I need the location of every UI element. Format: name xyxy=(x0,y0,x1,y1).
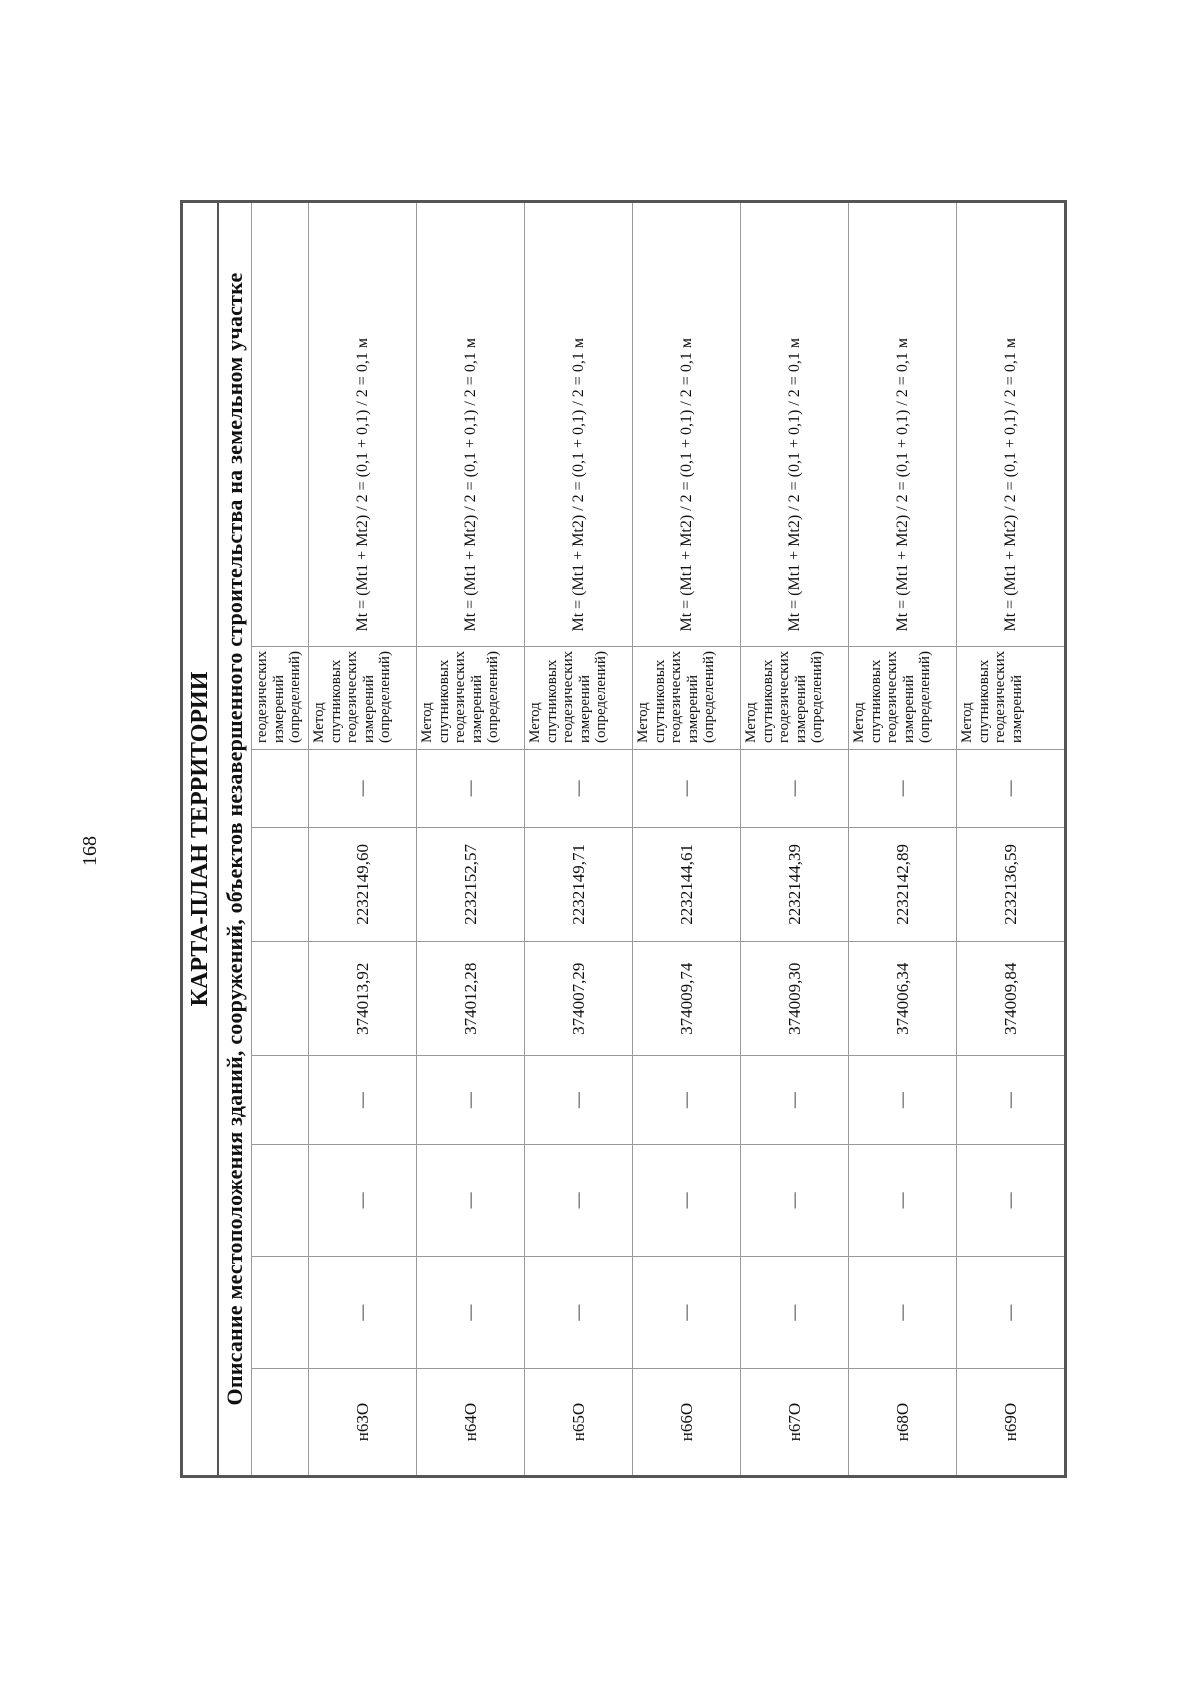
table-row xyxy=(741,202,849,1477)
dash-cell: — xyxy=(417,1144,525,1256)
dash-cell: — xyxy=(957,1144,1066,1256)
table-row xyxy=(633,202,741,1477)
dash-cell: — xyxy=(525,1144,633,1256)
dash-cell: — xyxy=(417,750,525,828)
point-cell: н67О xyxy=(741,1369,849,1477)
dash-cell: — xyxy=(309,750,417,828)
dash-cell: — xyxy=(741,1144,849,1256)
rotated-page xyxy=(180,200,1032,1478)
dash-cell: — xyxy=(849,1256,957,1368)
x-coordinate-cell: 374013,92 xyxy=(309,942,417,1056)
table-cell xyxy=(252,1369,309,1477)
y-coordinate-cell: 2232142,89 xyxy=(849,827,957,941)
continuation-row xyxy=(252,202,309,1477)
table-cell xyxy=(252,750,309,828)
point-cell: н68О xyxy=(849,1369,957,1477)
dash-cell: — xyxy=(849,1056,957,1144)
dash-cell: — xyxy=(741,750,849,828)
dash-cell: — xyxy=(525,1256,633,1368)
table-cell xyxy=(252,827,309,941)
point-cell: н63О xyxy=(309,1369,417,1477)
dash-cell: — xyxy=(741,1256,849,1368)
method-cell: геодезических измерений (определений) xyxy=(252,646,309,750)
x-coordinate-cell: 374009,74 xyxy=(633,942,741,1056)
table-cell xyxy=(252,942,309,1056)
dash-cell: — xyxy=(957,1256,1066,1368)
x-coordinate-cell: 374012,28 xyxy=(417,942,525,1056)
table-cell xyxy=(252,1144,309,1256)
point-cell: н65О xyxy=(525,1369,633,1477)
y-coordinate-cell: 2232149,60 xyxy=(309,827,417,941)
table-row xyxy=(849,202,957,1477)
method-cell: Метод спутниковых геодезических измерений (определений) xyxy=(849,646,957,750)
method-cell: Метод спутниковых геодезических измерений (определений) xyxy=(633,646,741,750)
accuracy-formula-cell: Mt = (Mt1 + Mt2) / 2 = (0,1 + 0,1) / 2 = 0,1 м xyxy=(525,202,633,647)
method-cell: Метод спутниковых геодезических измерений (определений) xyxy=(525,646,633,750)
table-row xyxy=(309,202,417,1477)
dash-cell: — xyxy=(957,1056,1066,1144)
x-coordinate-cell: 374006,34 xyxy=(849,942,957,1056)
dash-cell: — xyxy=(309,1256,417,1368)
dash-cell: — xyxy=(957,750,1066,828)
dash-cell: — xyxy=(417,1056,525,1144)
dash-cell: — xyxy=(849,750,957,828)
dash-cell: — xyxy=(633,1256,741,1368)
table-cell xyxy=(252,202,309,647)
page-number: 168 xyxy=(79,836,101,866)
coordinates-table xyxy=(180,200,1067,1478)
document-subtitle: Описание местоположения зданий, сооружений, объектов незавершенного строительства на земельном участке xyxy=(218,202,252,1477)
accuracy-formula-cell: Mt = (Mt1 + Mt2) / 2 = (0,1 + 0,1) / 2 = 0,1 м xyxy=(309,202,417,647)
accuracy-formula-cell: Mt = (Mt1 + Mt2) / 2 = (0,1 + 0,1) / 2 = 0,1 м xyxy=(633,202,741,647)
method-cell: Метод спутниковых геодезических измерений (определений) xyxy=(417,646,525,750)
dash-cell: — xyxy=(525,1056,633,1144)
subtitle-row xyxy=(218,202,252,1477)
point-cell: н69О xyxy=(957,1369,1066,1477)
point-cell: н64О xyxy=(417,1369,525,1477)
accuracy-formula-cell: Mt = (Mt1 + Mt2) / 2 = (0,1 + 0,1) / 2 = 0,1 м xyxy=(849,202,957,647)
point-cell: н66О xyxy=(633,1369,741,1477)
method-cell: Метод спутниковых геодезических измерений (определений) xyxy=(309,646,417,750)
dash-cell: — xyxy=(309,1144,417,1256)
dash-cell: — xyxy=(309,1056,417,1144)
dash-cell: — xyxy=(633,1056,741,1144)
x-coordinate-cell: 374009,84 xyxy=(957,942,1066,1056)
accuracy-formula-cell: Mt = (Mt1 + Mt2) / 2 = (0,1 + 0,1) / 2 = 0,1 м xyxy=(741,202,849,647)
y-coordinate-cell: 2232144,61 xyxy=(633,827,741,941)
x-coordinate-cell: 374009,30 xyxy=(741,942,849,1056)
method-cell: Метод спутниковых геодезических измерений (определений) xyxy=(741,646,849,750)
dash-cell: — xyxy=(741,1056,849,1144)
method-cell: Метод спутниковых геодезических измерений xyxy=(957,646,1066,750)
dash-cell: — xyxy=(633,750,741,828)
accuracy-formula-cell: Mt = (Mt1 + Mt2) / 2 = (0,1 + 0,1) / 2 = 0,1 м xyxy=(417,202,525,647)
y-coordinate-cell: 2232144,39 xyxy=(741,827,849,941)
table-row xyxy=(525,202,633,1477)
y-coordinate-cell: 2232152,57 xyxy=(417,827,525,941)
accuracy-formula-cell: Mt = (Mt1 + Mt2) / 2 = (0,1 + 0,1) / 2 = 0,1 м xyxy=(957,202,1066,647)
table-cell xyxy=(252,1256,309,1368)
dash-cell: — xyxy=(849,1144,957,1256)
dash-cell: — xyxy=(417,1256,525,1368)
y-coordinate-cell: 2232149,71 xyxy=(525,827,633,941)
title-row xyxy=(182,202,219,1477)
table-row xyxy=(417,202,525,1477)
document-title: КАРТА-ПЛАН ТЕРРИТОРИИ xyxy=(182,202,219,1477)
table-row xyxy=(957,202,1066,1477)
y-coordinate-cell: 2232136,59 xyxy=(957,827,1066,941)
dash-cell: — xyxy=(633,1144,741,1256)
x-coordinate-cell: 374007,29 xyxy=(525,942,633,1056)
table-cell xyxy=(252,1056,309,1144)
dash-cell: — xyxy=(525,750,633,828)
